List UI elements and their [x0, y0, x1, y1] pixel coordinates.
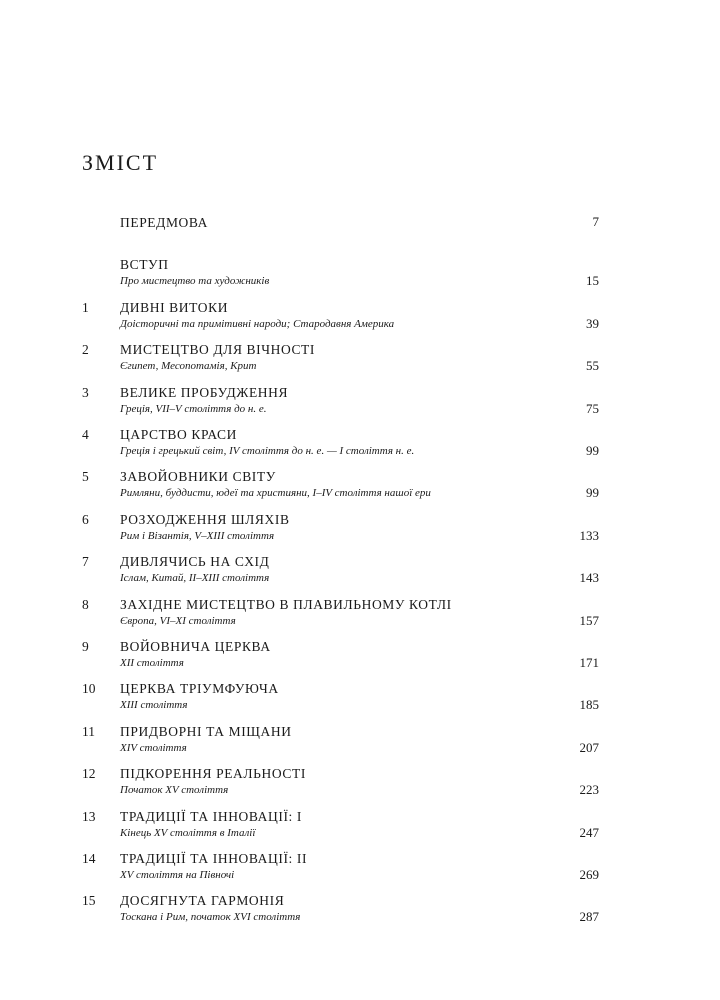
toc-entry[interactable]	[0, 214, 720, 250]
chapter-title: ЦАРСТВО КРАСИ	[120, 427, 237, 442]
toc-entry[interactable]	[0, 256, 720, 292]
chapter-subtitle: Доісторичні та примітивні народи; Стародавня Америка	[120, 318, 395, 330]
toc-entry[interactable]	[0, 426, 720, 462]
page-number: 39	[586, 316, 599, 331]
chapter-number: 11	[82, 724, 95, 739]
toc-entry[interactable]	[0, 680, 720, 716]
toc-entry[interactable]	[0, 808, 720, 844]
chapter-subtitle: Тоскана і Рим, початок XVI століття	[120, 911, 301, 923]
page-number: 185	[579, 697, 599, 712]
chapter-number: 8	[82, 597, 89, 612]
toc-entry[interactable]	[0, 850, 720, 886]
toc-entry[interactable]	[0, 638, 720, 674]
chapter-subtitle: Кінець XV століття в Італії	[120, 827, 256, 839]
page-number: 99	[586, 443, 599, 458]
chapter-subtitle: Рим і Візантія, V–XIII століття	[120, 530, 275, 542]
chapter-subtitle: XV століття на Півночі	[120, 869, 235, 881]
chapter-title: ПЕРЕДМОВА	[120, 215, 209, 230]
chapter-title: ДОСЯГНУТА ГАРМОНІЯ	[120, 893, 285, 908]
chapter-subtitle: Європа, VI–XI століття	[120, 615, 236, 627]
page-number: 143	[579, 570, 599, 585]
chapter-title: ВСТУП	[120, 257, 169, 272]
chapter-title: ЦЕРКВА ТРІУМФУЮЧА	[120, 681, 279, 696]
page-number: 15	[586, 273, 599, 288]
chapter-subtitle: Про мистецтво та художників	[120, 275, 270, 287]
chapter-title: ЗАХІДНЕ МИСТЕЦТВО В ПЛАВИЛЬНОМУ КОТЛІ	[120, 597, 452, 612]
chapter-title: ДИВЛЯЧИСЬ НА СХІД	[120, 554, 270, 569]
toc-entry[interactable]	[0, 384, 720, 420]
chapter-title: ТРАДИЦІЇ ТА ІННОВАЦІЇ: II	[120, 851, 308, 866]
chapter-number: 7	[82, 554, 89, 569]
page-number: 287	[579, 909, 599, 924]
chapter-subtitle: XIII століття	[120, 699, 188, 711]
page-number: 75	[586, 401, 599, 416]
chapter-number: 6	[82, 512, 89, 527]
chapter-title: МИСТЕЦТВО ДЛЯ ВІЧНОСТІ	[120, 342, 316, 357]
toc-entry[interactable]	[0, 299, 720, 335]
toc-entry[interactable]	[0, 341, 720, 377]
chapter-title: ДИВНІ ВИТОКИ	[120, 300, 229, 315]
page-number: 55	[586, 358, 599, 373]
toc-entry[interactable]	[0, 892, 720, 928]
chapter-title: ВОЙОВНИЧА ЦЕРКВА	[120, 639, 271, 654]
chapter-subtitle: Греція, VII–V століття до н. е.	[120, 403, 267, 415]
chapter-number: 9	[82, 639, 89, 654]
page-number: 7	[592, 214, 599, 229]
page-number: 207	[579, 740, 599, 755]
chapter-title: ПІДКОРЕННЯ РЕАЛЬНОСТІ	[120, 766, 306, 781]
chapter-subtitle: XII століття	[120, 657, 184, 669]
chapter-title: РОЗХОДЖЕННЯ ШЛЯХІВ	[120, 512, 290, 527]
page-title: ЗМІСТ	[82, 150, 159, 175]
chapter-subtitle: XIV століття	[120, 742, 187, 754]
chapter-number: 14	[82, 851, 96, 866]
page-number: 269	[579, 867, 599, 882]
chapter-subtitle: Греція і грецький світ, IV століття до н. е. — I століття н. е.	[120, 445, 415, 457]
page-number: 133	[579, 528, 599, 543]
chapter-number: 12	[82, 766, 96, 781]
toc-entry[interactable]	[0, 596, 720, 632]
toc-entry[interactable]	[0, 468, 720, 504]
chapter-number: 3	[82, 385, 89, 400]
chapter-title: ТРАДИЦІЇ ТА ІННОВАЦІЇ: I	[120, 809, 302, 824]
page-number: 247	[579, 825, 599, 840]
chapter-subtitle: Іслам, Китай, II–XIII століття	[120, 572, 270, 584]
toc-entry[interactable]	[0, 553, 720, 589]
page-number: 171	[579, 655, 599, 670]
chapter-number: 13	[82, 809, 96, 824]
chapter-number: 4	[82, 427, 89, 442]
chapter-number: 10	[82, 681, 96, 696]
chapter-subtitle: Римляни, буддисти, юдеї та християни, I–IV століття нашої ери	[120, 487, 431, 499]
chapter-subtitle: Початок XV століття	[120, 784, 229, 796]
chapter-title: ВЕЛИКЕ ПРОБУДЖЕННЯ	[120, 385, 289, 400]
page-number: 99	[586, 485, 599, 500]
chapter-number: 1	[82, 300, 89, 315]
chapter-subtitle: Єгипет, Месопотамія, Крит	[120, 360, 257, 372]
chapter-number: 5	[82, 469, 89, 484]
chapter-title: ПРИДВОРНІ ТА МІЩАНИ	[120, 724, 292, 739]
chapter-number: 15	[82, 893, 96, 908]
page-number: 223	[579, 782, 599, 797]
toc-entry[interactable]	[0, 723, 720, 759]
chapter-number: 2	[82, 342, 89, 357]
page-number: 157	[579, 613, 599, 628]
toc-entry[interactable]	[0, 511, 720, 547]
toc-entry[interactable]	[0, 765, 720, 801]
chapter-title: ЗАВОЙОВНИКИ СВІТУ	[120, 469, 276, 484]
